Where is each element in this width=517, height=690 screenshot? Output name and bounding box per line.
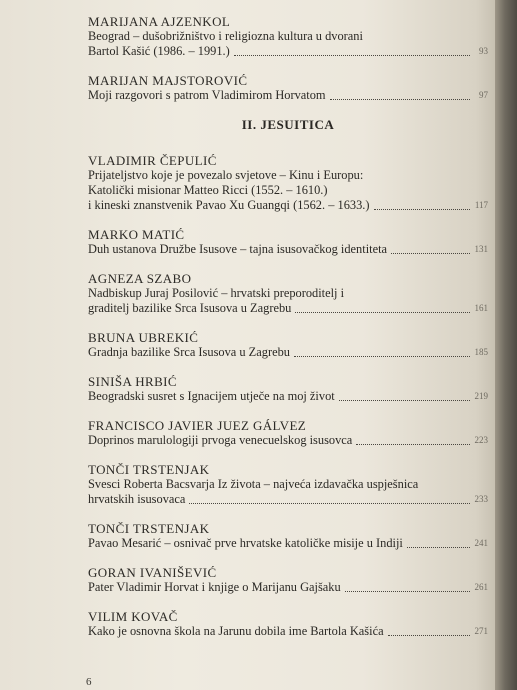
entry-title-line: Prijateljstvo koje je povezalo svjetove – Kinu i Europu:	[88, 168, 364, 182]
entry-title-line: Bartol Kašić (1986. – 1991.)	[88, 44, 230, 58]
dot-leader	[234, 55, 470, 56]
toc-entry	[88, 73, 488, 103]
entry-author: VILIM KOVAČ	[88, 609, 178, 624]
dot-leader	[330, 99, 470, 100]
entry-last-line	[88, 389, 488, 404]
toc-entry	[88, 418, 488, 448]
toc-entry	[88, 153, 488, 213]
dot-leader	[356, 444, 470, 445]
entry-author: AGNEZA SZABO	[88, 271, 192, 286]
dot-leader	[339, 400, 470, 401]
entry-author: TONČI TRSTENJAK	[88, 521, 210, 536]
entry-last-line	[88, 536, 488, 551]
book-spine	[495, 0, 517, 690]
entry-last-line	[88, 624, 488, 639]
entry-page-number: 117	[474, 200, 488, 210]
entry-author: MARKO MATIĆ	[88, 227, 185, 242]
toc-entry	[88, 462, 488, 507]
entry-page-number: 241	[474, 538, 488, 548]
entry-title-line: Pavao Mesarić – osnivač prve hrvatske katoličke misije u Indiji	[88, 536, 403, 550]
dot-leader	[295, 312, 470, 313]
entry-last-line	[88, 44, 488, 59]
entry-last-line	[88, 433, 488, 448]
entry-page-number: 93	[479, 46, 488, 56]
toc-list-jesuitica	[88, 153, 488, 639]
entry-author: SINIŠA HRBIĆ	[88, 374, 177, 389]
entry-page-number: 271	[474, 626, 488, 636]
dot-leader	[391, 253, 470, 254]
entry-title-line: Pater Vladimir Horvat i knjige o Marijanu Gajšaku	[88, 580, 341, 594]
entry-page-number: 261	[474, 582, 488, 592]
entry-last-line	[88, 198, 488, 213]
entry-last-line	[88, 242, 488, 257]
section-title: II. JESUITICA	[241, 117, 335, 132]
entry-title-line: Kako je osnovna škola na Jarunu dobila ime Bartola Kašića	[88, 624, 384, 638]
toc-entry	[88, 565, 488, 595]
entry-page-number: 161	[474, 303, 488, 313]
entry-author: BRUNA UBREKIĆ	[88, 330, 199, 345]
entry-page-number: 131	[474, 244, 488, 254]
dot-leader	[345, 591, 470, 592]
entry-title-line: i kineski znanstvenik Pavao Xu Guangqi (1562. – 1633.)	[88, 198, 370, 212]
entry-author: MARIJAN MAJSTOROVIĆ	[88, 73, 248, 88]
entry-title-line: Doprinos marulologiji prvoga venecuelskog isusovca	[88, 433, 353, 447]
dot-leader	[388, 635, 470, 636]
entry-title-line: Svesci Roberta Bacsvarja Iz života – najveća izdavačka uspješnica	[88, 477, 419, 491]
entry-page-number: 97	[479, 90, 488, 100]
entry-author: TONČI TRSTENJAK	[88, 462, 210, 477]
toc-entry	[88, 227, 488, 257]
entry-title-line: Beograd – dušobrižništvo i religiozna kultura u dvorani	[88, 29, 363, 43]
entry-last-line	[88, 580, 488, 595]
entry-last-line	[88, 88, 488, 103]
entry-title-line: hrvatskih isusovaca	[88, 492, 186, 506]
toc-entry	[88, 521, 488, 551]
toc-entry	[88, 609, 488, 639]
entry-author: VLADIMIR ČEPULIĆ	[88, 153, 217, 168]
entry-author: FRANCISCO JAVIER JUEZ GÁLVEZ	[88, 418, 307, 433]
entry-title-line: Duh ustanova Družbe Isusove – tajna isusovačkog identiteta	[88, 242, 388, 256]
toc-list-top	[88, 14, 488, 103]
dot-leader	[294, 356, 470, 357]
toc-entry	[88, 330, 488, 360]
toc-entry	[88, 374, 488, 404]
entry-title-line: Moji razgovori s patrom Vladimirom Horvatom	[88, 88, 326, 102]
dot-leader	[374, 209, 471, 210]
dot-leader	[189, 503, 470, 504]
dot-leader	[407, 547, 470, 548]
entry-last-line	[88, 301, 488, 316]
toc-entry	[88, 271, 488, 316]
table-of-contents	[88, 14, 488, 653]
entry-title-line: graditelj bazilike Srca Isusova u Zagrebu	[88, 301, 292, 315]
entry-page-number: 185	[474, 347, 488, 357]
entry-title-line: Beogradski susret s Ignacijem utječe na moj život	[88, 389, 335, 403]
entry-page-number: 219	[474, 391, 488, 401]
page-number: 6	[86, 676, 92, 688]
toc-entry	[88, 14, 488, 59]
entry-page-number: 233	[474, 494, 488, 504]
entry-title-line: Gradnja bazilike Srca Isusova u Zagrebu	[88, 345, 290, 359]
entry-title-line: Katolički misionar Matteo Ricci (1552. – 1610.)	[88, 183, 328, 197]
entry-last-line	[88, 345, 488, 360]
entry-last-line	[88, 492, 488, 507]
entry-page-number: 223	[474, 435, 488, 445]
entry-author: GORAN IVANIŠEVIĆ	[88, 565, 217, 580]
entry-author: MARIJANA AJZENKOL	[88, 14, 231, 29]
entry-title-line: Nadbiskup Juraj Posilović – hrvatski preporoditelj i	[88, 286, 345, 300]
